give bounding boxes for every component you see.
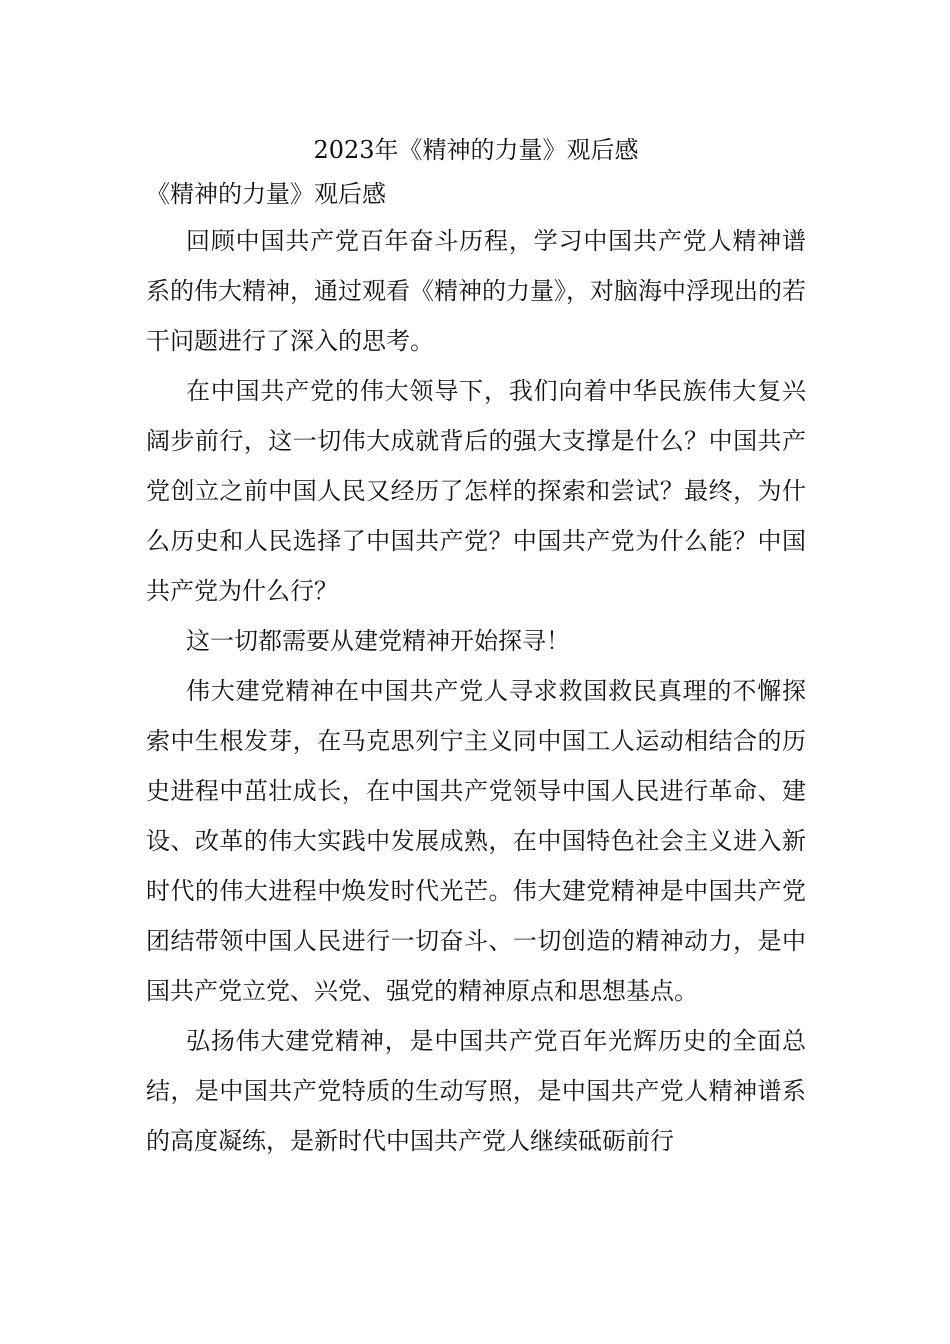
- document-subtitle: 《精神的力量》观后感: [146, 180, 386, 208]
- paragraph-carry-forward: 弘扬伟大建党精神，是中国共产党百年光辉历史的全面总结，是中国共产党特质的生动写照，是中国共产党人精神谱系的高度凝练，是新时代中国共产党人继续砥砺前行: [146, 1027, 806, 1155]
- document-body: [146, 128, 806, 1166]
- paragraph-exploration: 这一切都需要从建党精神开始探寻！: [186, 627, 570, 655]
- document-title: 2023年《精神的力量》观后感: [313, 136, 639, 164]
- paragraph-questions: 在中国共产党的伟大领导下，我们向着中华民族伟大复兴阔步前行，这一切伟大成就背后的强大支撑是什么？中国共产党创立之前中国人民又经历了怎样的探索和尝试？最终，为什么历史和人民选择了中国共产党？中国共产党为什么能？中国共产党为什么行？: [146, 377, 806, 605]
- paragraph-intro: 回顾中国共产党百年奋斗历程，学习中国共产党人精神谱系的伟大精神，通过观看《精神的力量》，对脑海中浮现出的若干问题进行了深入的思考。: [146, 227, 806, 355]
- paragraph-founding-spirit: 伟大建党精神在中国共产党人寻求救国救民真理的不懈探索中生根发芽，在马克思列宁主义同中国工人运动相结合的历史进程中茁壮成长，在中国共产党领导中国人民进行革命、建设、改革的伟大实践中发展成熟，在中国特色社会主义进入新时代的伟大进程中焕发时代光芒。伟大建党精神是中国共产党团结带领中国人民进行一切奋斗、一切创造的精神动力，是中国共产党立党、兴党、强党的精神原点和思想基点。: [146, 677, 806, 1005]
